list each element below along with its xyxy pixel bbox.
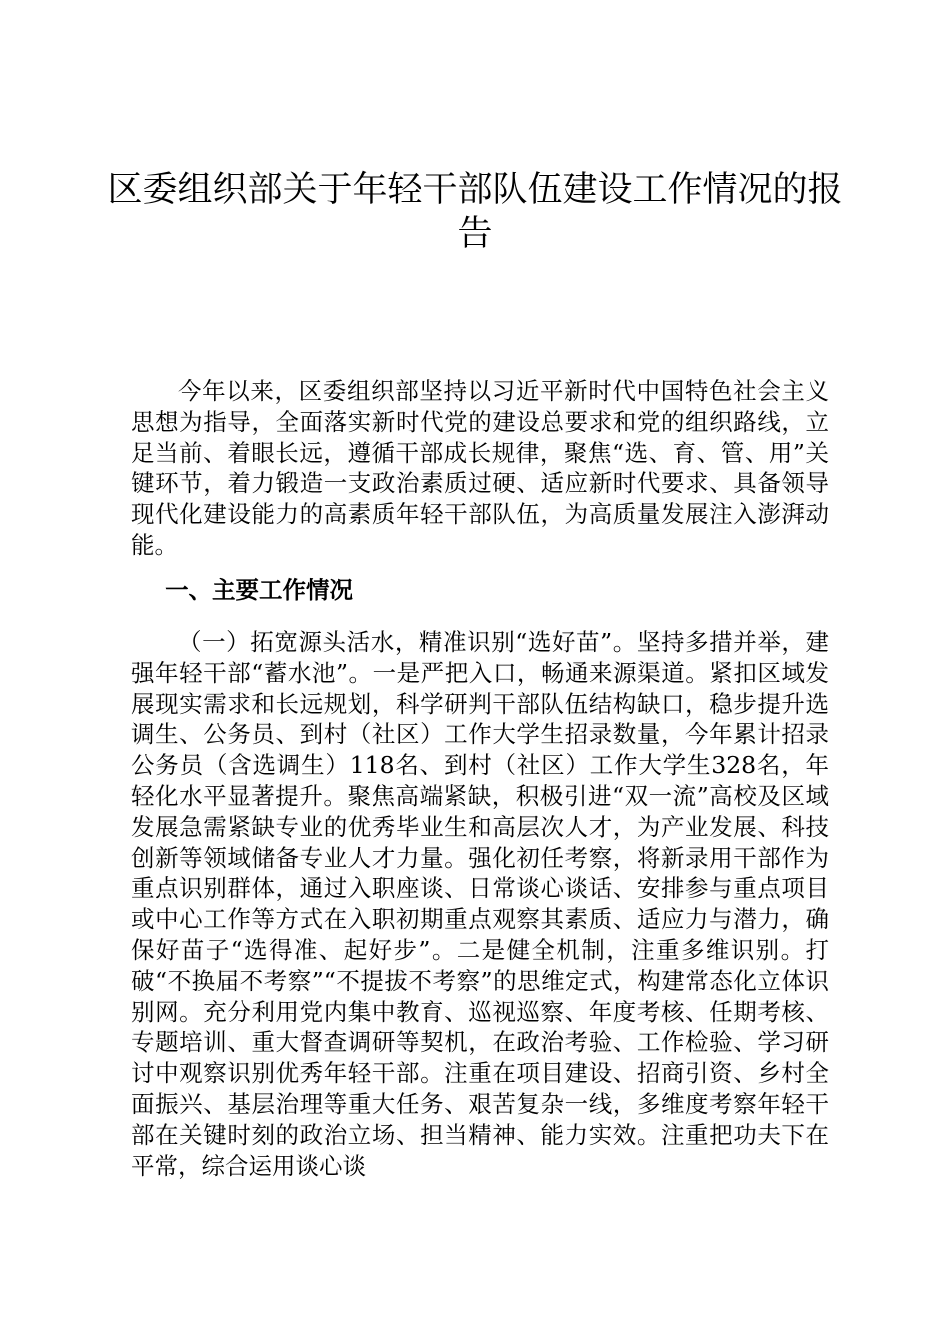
section-heading: 一、主要工作情况 xyxy=(165,576,354,604)
document-title: 区委组织部关于年轻干部队伍建设工作情况的报告 xyxy=(107,170,843,254)
body-paragraph: （一）拓宽源头活水，精准识别“选好苗”。坚持多措并举，建强年轻干部“蓄水池”。一是严把入口，畅通来源渠道。紧扣区域发展现实需求和长远规划，科学研判干部队伍结构缺口，稳步提升选调生、公务员、到村（社区）工作大学生招录数量，今年累计招录公务员（含选调生）118名、到村（社区）工作大学生328名，年轻化水平显著提升。聚焦高端紧缺，积极引进“双一流”高校及区域发展急需紧缺专业的优秀毕业生和高层次人才，为产业发展、科技创新等领域储备专业人才力量。强化初任考察，将新录用干部作为重点识别群体，通过入职座谈、日常谈心谈话、安排参与重点项目或中心工作等方式在入职初期重点观察其素质、适应力与潜力，确保好苗子“选得准、起好步”。二是健全机制，注重多维识别。打破“不换届不考察”“不提拔不考察”的思维定式，构建常态化立体识别网。充分利用党内集中教育、巡视巡察、年度考核、任期考核、专题培训、重大督查调研等契机，在政治考验、工作检验、学习研讨中观察识别优秀年轻干部。注重在项目建设、招商引资、乡村全面振兴、基层治理等重大任务、艰苦复杂一线，多维度考察年轻干部在关键时刻的政治立场、担当精神、能力实效。注重把功夫下在平常，综合运用谈心谈 xyxy=(131,628,829,1180)
intro-paragraph: 今年以来，区委组织部坚持以习近平新时代中国特色社会主义思想为指导，全面落实新时代党的建设总要求和党的组织路线，立足当前、着眼长远，遵循干部成长规律，聚焦“选、育、管、用”关键环节，着力锻造一支政治素质过硬、适应新时代要求、具备领导现代化建设能力的高素质年轻干部队伍，为高质量发展注入澎湃动能。 xyxy=(131,377,829,559)
